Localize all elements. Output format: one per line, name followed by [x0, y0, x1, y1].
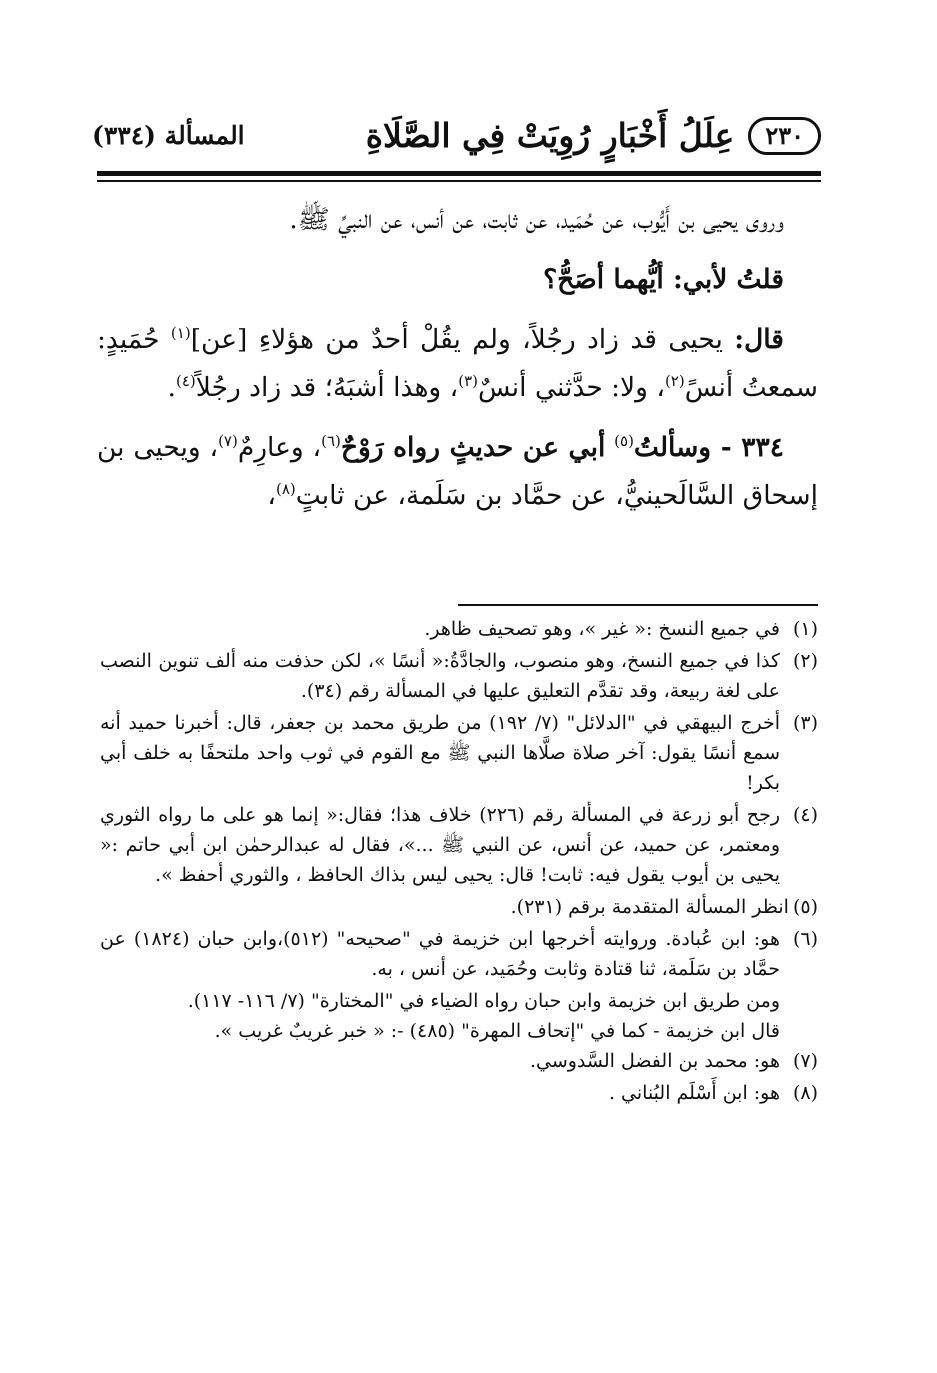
footnote-item	[100, 708, 818, 798]
footnote-ref[interactable]: (٤)	[175, 372, 196, 391]
footnote-text-continued: ومن طريق ابن خزيمة وابن حبان رواه الضياء في "المختارة" (٧/ ١١٦- ١١٧).	[187, 990, 780, 1012]
footnote-text: هو: ابن أَسْلَم البُناني .	[608, 1082, 780, 1104]
footnote-item	[100, 646, 818, 706]
footnote-text-continued: قال ابن خزيمة - كما في "إتحاف المهرة" (٤٨٥) -: « خبر غريبٌ غريب ».	[214, 1020, 780, 1042]
footnote-text: كذا في جميع النسخ، وهو منصوب، والجادَّةُ:« أنسًا »، لكن حذفت منه ألف تنوين النصب على لغة ربيعة، وقد تقدَّم التعليق عليها في المسألة رقم (٣٤).	[100, 650, 780, 702]
paragraph-riwaya: وروى يحيى بن أَيُّوب، عن حُمَيد، عن ثابت، عن أنس، عن النبيِّ ﷺ.	[289, 204, 784, 235]
footnote-item	[100, 800, 818, 890]
book-title: عِلَلُ أَخْبَارٍ رُوِيَتْ فِي الصَّلَاةِ	[365, 116, 735, 155]
footnote-number: (٣)	[792, 712, 818, 734]
footnote-text: هو: محمد بن الفضل السَّدوسي.	[529, 1050, 780, 1072]
footnote-number: (٤)	[792, 804, 818, 826]
footnote-text: أخرج البيهقي في "الدلائل" (٧/ ١٩٢) من طريق محمد بن جعفر، قال: أخبرنا حميد أنه سمع أنسًا يقول: آخر صلاة صلَّاها النبي ﷺ مع القوم في ثوب واحد ملتحفًا به خلف أبي بكر!	[100, 712, 780, 794]
footnote-item	[100, 892, 818, 922]
footnote-ref[interactable]: (٢)	[664, 372, 685, 391]
footnote-item	[100, 924, 818, 984]
footnote-number: (١)	[792, 618, 818, 640]
footnote-separator	[458, 604, 818, 606]
footnote-item	[100, 1046, 818, 1076]
footnote-ref[interactable]: (٦)	[321, 432, 341, 451]
footnotes	[100, 614, 818, 1110]
paragraph-answer: قال: يحيى قد زاد رجُلاً، ولم يقُلْ أحدٌ من هؤلاءِ [عن]$^{(١)}$ حُمَيدٍ: سمعتُ أنسً$^{(٢)}$، ولا: حدَّثني أنسٌ$^{(٣)}$، وهذا أشبَهُ؛ قد زاد رجُلاً$^{(٤)}$.	[97, 324, 818, 403]
main-text	[97, 196, 818, 532]
footnote-number: (٥)	[792, 896, 818, 918]
footnote-ref[interactable]: (١)	[170, 324, 191, 343]
footnote-number: (٨)	[792, 1082, 818, 1104]
footnote-number: (٦)	[792, 928, 818, 950]
page-number-badge: ٢٣٠	[748, 117, 821, 155]
footnote-text: انظر المسألة المتقدمة برقم (٢٣١).	[510, 896, 789, 918]
footnote-ref[interactable]: (٥)	[614, 432, 634, 451]
masala-number-heading: المسألة (٣٣٤)	[92, 121, 245, 150]
footnote-ref[interactable]: (٨)	[275, 480, 296, 499]
qal-label: قال:	[734, 324, 784, 355]
paragraph-question: قلتُ لأبي: أيُّهما أصَحُّ؟	[543, 264, 784, 295]
footnote-item	[100, 1078, 818, 1108]
header-rule-thin	[97, 180, 821, 182]
footnote-number: (٢)	[792, 650, 818, 672]
footnote-ref[interactable]: (٧)	[218, 432, 238, 451]
footnote-text: رجح أبو زرعة في المسألة رقم (٢٢٦) خلاف هذا؛ فقال:« إنما هو على ما رواه الثوري ومعتمر، عن حميد، عن أنس، عن النبي ﷺ ...»، فقال له عبدالرحمٰن ابن أبي حاتم :« يحيى بن أيوب يقول فيه: ثابت! قال: يحيى ليس بذاك الحافظ ، والثوري أحفظ ».	[100, 804, 780, 886]
footnote-text: هو: ابن عُبادة. وروايته أخرجها ابن خزيمة في "صحيحه" (٥١٢)،وابن حبان (١٨٢٤) عن حمَّاد بن سَلَمة، ثنا قتادة وثابت وحُمَيد، عن أنس ، به.	[100, 928, 780, 980]
footnote-text: في جميع النسخ :« غير »، وهو تصحيف ظاهر.	[424, 618, 780, 640]
header-title-group	[366, 116, 821, 156]
footnote-number: (٧)	[792, 1050, 818, 1072]
footnote-item	[100, 614, 818, 644]
footnote-ref[interactable]: (٣)	[458, 372, 478, 391]
header-rule-thick	[97, 171, 821, 176]
paragraph-masala-334: ٣٣٤ - وسألتُ$^{(٥)}$ أبي عن حديثٍ رواه رَوْحٌ$^{(٦)}$، وعارِمٌ$^{(٧)}$، ويحيى بن إسحاق السَّالَحينيُّ، عن حمَّاد بن سَلَمة، عن ثابتٍ$^{(٨)}$،	[97, 432, 818, 511]
running-header	[92, 108, 821, 164]
masala-lead: ٣٣٤ - وسألتُ	[633, 432, 784, 463]
